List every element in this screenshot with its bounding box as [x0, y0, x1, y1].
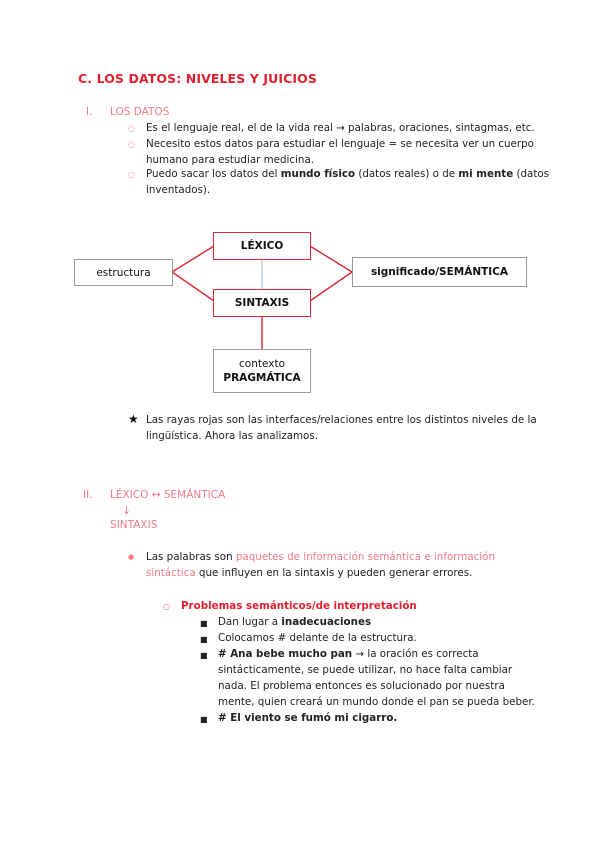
bullet-text-continuation: inventados).: [146, 184, 211, 196]
box-contexto-pragmatica: [213, 349, 311, 393]
square-bullet-icon: ■: [200, 619, 208, 628]
section-2-number: II.: [83, 489, 93, 501]
list-item-continuation: mente, quien creará un mundo donde el pan se pueda beber.: [218, 696, 535, 708]
bullet-text: Es el lenguaje real, el de la vida real → palabras, oraciones, sintagmas, etc.: [146, 122, 535, 134]
note-text-continuation: lingüística. Ahora las analizamos.: [146, 430, 318, 442]
bold-term: mundo físico: [280, 168, 356, 180]
text-run: (datos reales) o de: [355, 168, 459, 180]
bullet-text: [146, 549, 495, 565]
section-1-title: LOS DATOS: [110, 106, 170, 118]
highlighted-term: sintáctica: [146, 567, 196, 579]
box-lexico: LÉXICO: [213, 232, 311, 260]
section-2-title: LÉXICO ↔ SEMÁNTICA: [110, 489, 226, 501]
bold-term: inadecuaciones: [281, 616, 372, 628]
section-2-subtitle: SINTAXIS: [110, 519, 158, 531]
box-sintaxis: SINTAXIS: [213, 289, 311, 317]
list-item-continuation: sintácticamente, se puede utilizar, no hace falta cambiar: [218, 664, 513, 676]
subsection-title: Problemas semánticos/de interpretación: [181, 600, 417, 612]
list-item: # El viento se fumó mi cigarro.: [218, 712, 398, 724]
star-icon: ★: [128, 412, 139, 426]
box-significado-semantica: significado/SEMÁNTICA: [352, 257, 527, 287]
connector-sintaxis-significado: [310, 272, 352, 301]
text-run: → la oración es correcta: [352, 648, 479, 660]
square-bullet-icon: ■: [200, 715, 208, 724]
connector-estructura-sintaxis: [172, 272, 214, 301]
list-item-continuation: nada. El problema entonces es solucionado por nuestra: [218, 680, 505, 692]
text-run: que influyen en la sintaxis y pueden generar errores.: [195, 567, 473, 579]
list-item: Colocamos # delante de la estructura.: [218, 632, 417, 644]
dot-bullet-icon: ●: [128, 553, 135, 561]
bold-example: # Ana bebe mucho pan: [218, 648, 353, 660]
down-arrow-icon: ↓: [122, 504, 132, 517]
circle-bullet-icon: ○: [128, 124, 135, 133]
list-item: [218, 614, 371, 630]
connector-estructura-lexico: [172, 246, 214, 272]
note-text: Las rayas rojas son las interfaces/relaciones entre los distintos niveles de la: [146, 414, 537, 426]
square-bullet-icon: ■: [200, 635, 208, 644]
circle-bullet-icon: ○: [128, 170, 135, 179]
bullet-text-continuation: humano para estudiar medicina.: [146, 154, 315, 166]
text-run: Dan lugar a: [218, 616, 282, 628]
bullet-text-continuation: [146, 565, 472, 581]
document-title: C. LOS DATOS: NIVELES Y JUICIOS: [78, 71, 317, 86]
box-pragmatica-label: PRAGMÁTICA: [223, 372, 301, 384]
circle-bullet-icon: ○: [163, 602, 170, 611]
section-1-number: I.: [86, 106, 93, 118]
circle-bullet-icon: ○: [128, 140, 135, 149]
highlighted-term: paquetes de información semántica e información: [235, 551, 495, 563]
bold-term: mi mente: [458, 168, 514, 180]
text-run: Las palabras son: [146, 551, 236, 563]
connector-lexico-significado: [310, 246, 352, 272]
text-run: (datos: [513, 168, 550, 180]
bullet-text: Necesito estos datos para estudiar el lenguaje = se necesita ver un cuerpo: [146, 138, 534, 150]
box-estructura: estructura: [74, 259, 173, 286]
text-run: Puedo sacar los datos del: [146, 168, 281, 180]
list-item: [218, 646, 479, 662]
box-contexto-label: contexto: [239, 358, 285, 370]
square-bullet-icon: ■: [200, 651, 208, 660]
